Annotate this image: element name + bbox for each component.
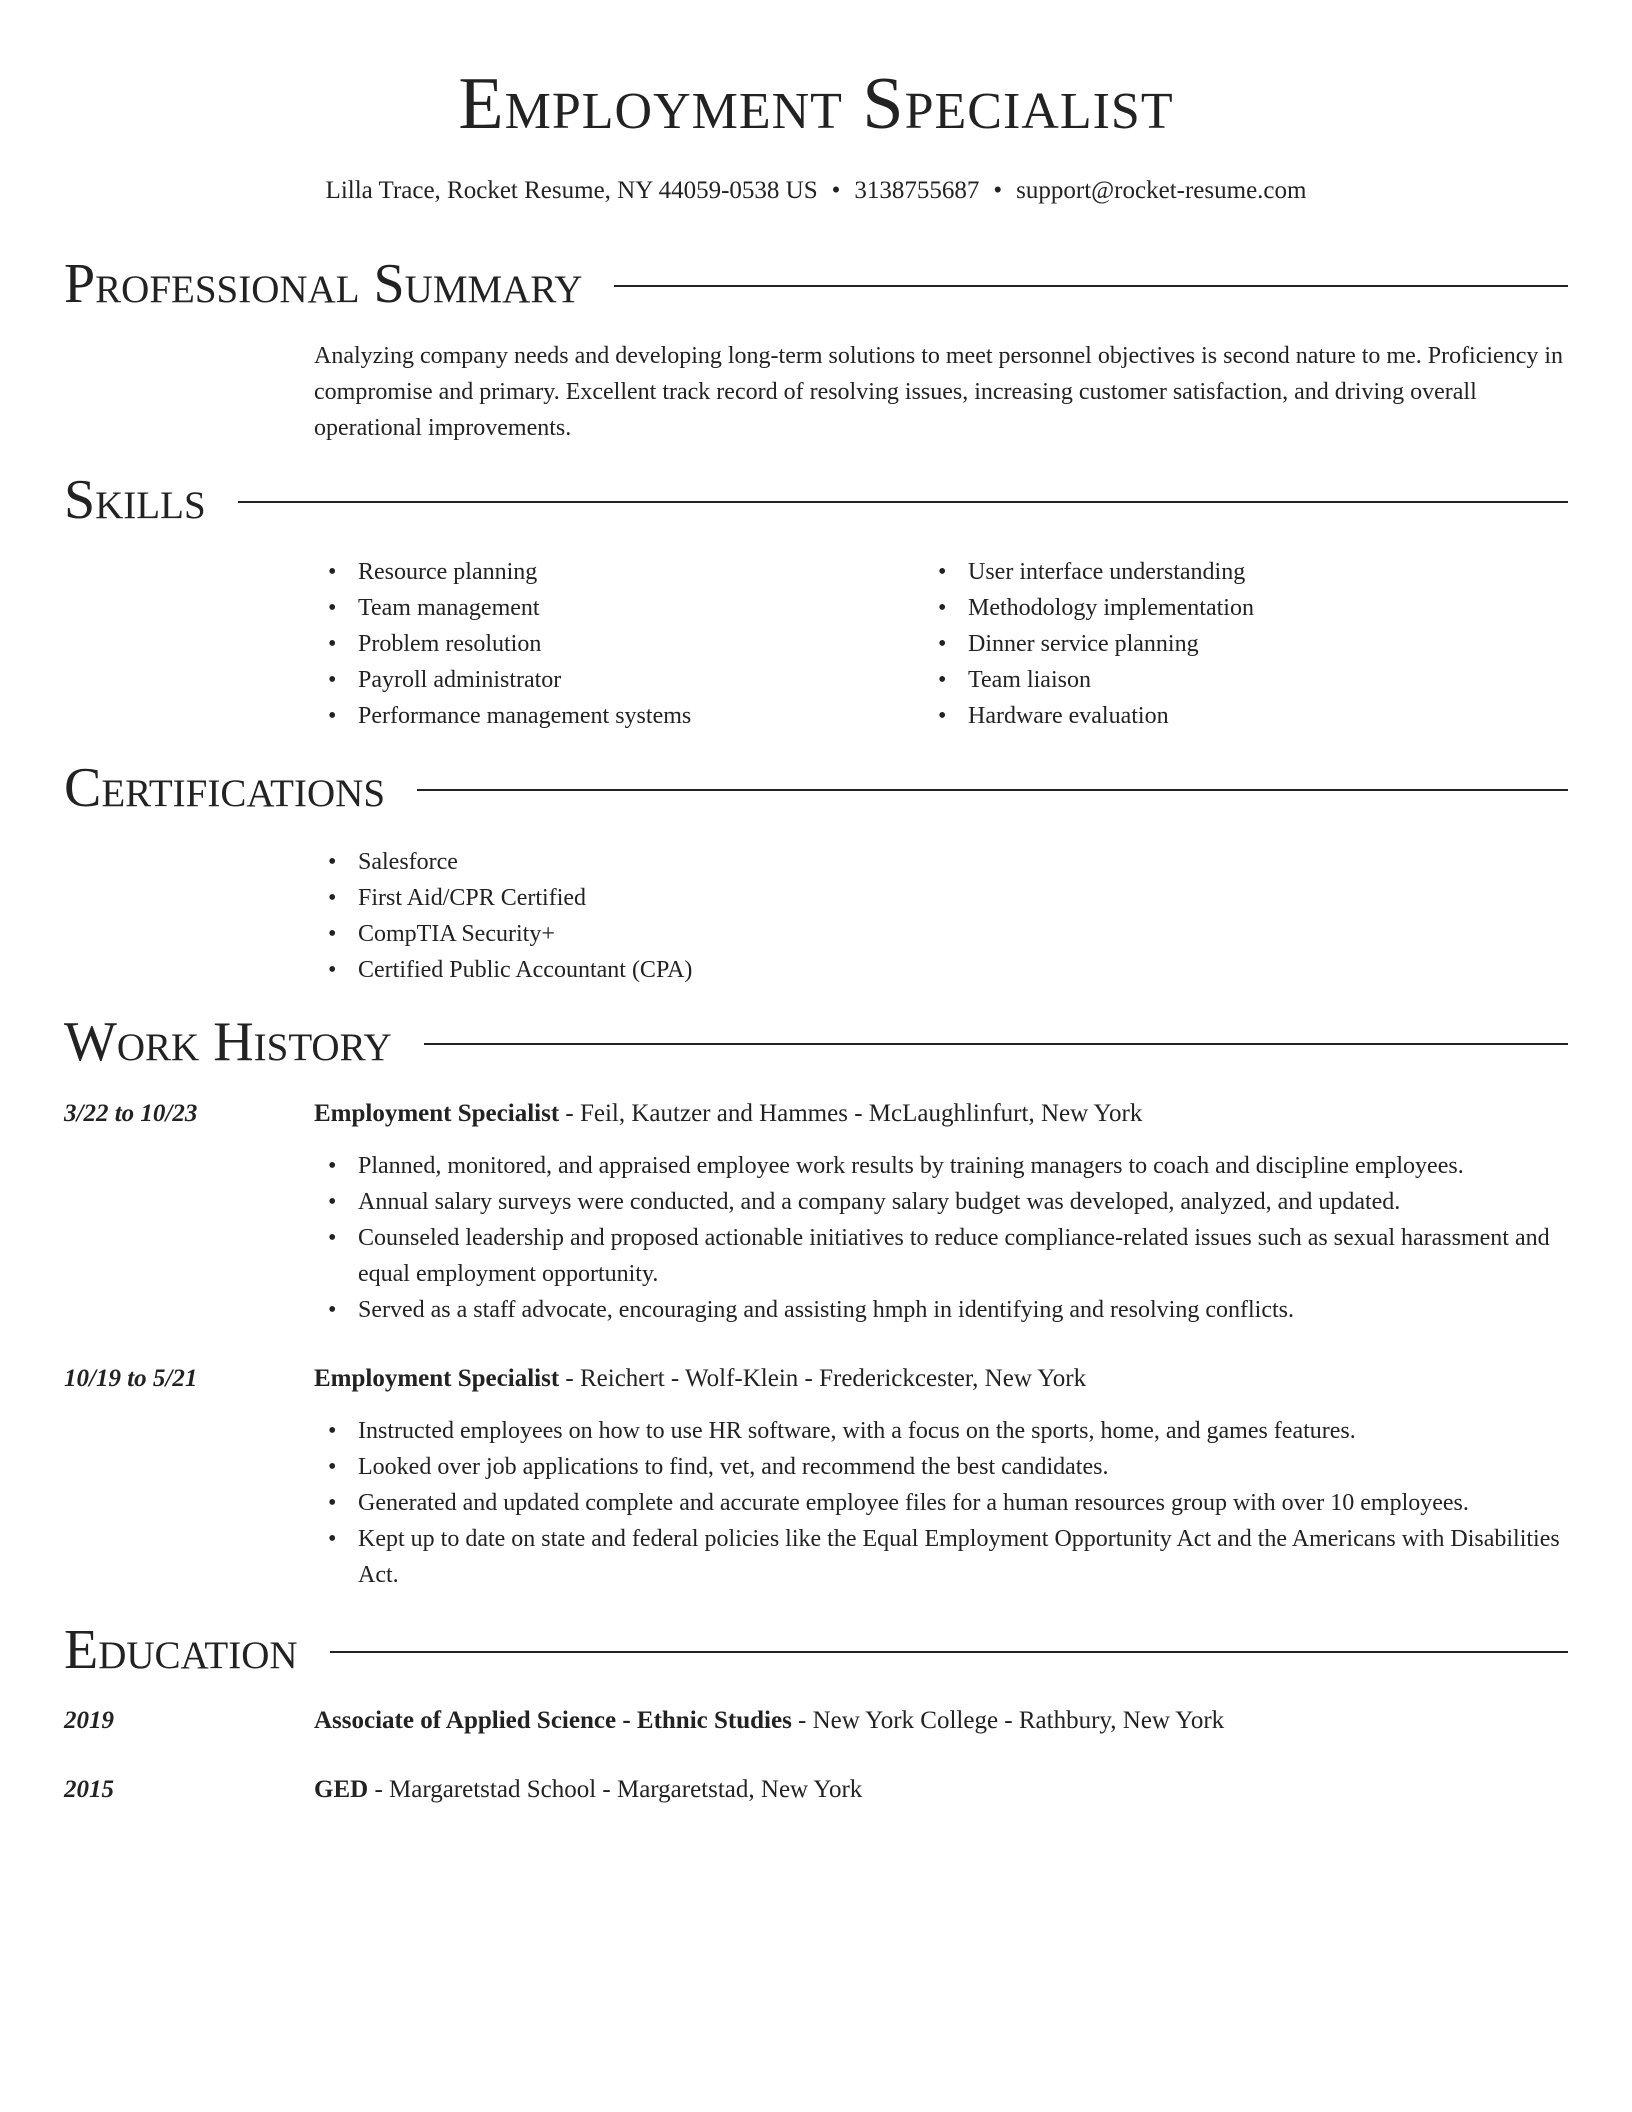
education-heading: Education bbox=[64, 1619, 298, 1681]
certification-item: • First Aid/CPR Certified bbox=[314, 880, 1568, 916]
contact-phone: 3138755687 bbox=[854, 177, 980, 204]
section-divider bbox=[238, 501, 1568, 503]
skill-item: • Problem resolution bbox=[314, 626, 930, 662]
job-bullet: • Planned, monitored, and appraised employee work results by training managers to coach and discipline employees. bbox=[314, 1148, 1568, 1184]
section-divider bbox=[424, 1043, 1568, 1045]
skill-item: • User interface understanding bbox=[924, 554, 1540, 590]
job-bullet: • Looked over job applications to find, vet, and recommend the best candidates. bbox=[314, 1449, 1568, 1485]
job-bullet: • Generated and updated complete and accurate employee files for a human resources group with over 10 employees. bbox=[314, 1485, 1568, 1521]
education-year: 2019 bbox=[64, 1707, 114, 1734]
job-title: Employment Specialist bbox=[314, 1365, 560, 1392]
skills-section-heading bbox=[64, 470, 1568, 530]
job-dates: 3/22 to 10/23 bbox=[64, 1100, 198, 1127]
job-employer: - Reichert - Wolf-Klein - Frederickcester, New York bbox=[559, 1365, 1087, 1392]
job-bullet: • Served as a staff advocate, encouraging and assisting hmph in identifying and resolving conflicts. bbox=[314, 1292, 1568, 1328]
certifications-list bbox=[314, 844, 1568, 988]
job-title: Employment Specialist bbox=[314, 1100, 560, 1127]
job-bullet: • Counseled leadership and proposed actionable initiatives to reduce compliance-related issues such as sexual harassment and equal employment opportunity. bbox=[314, 1220, 1568, 1292]
education-degree: Associate of Applied Science - Ethnic Studies bbox=[314, 1707, 792, 1734]
education-entry bbox=[314, 1772, 1568, 1808]
job-bullet: • Instructed employees on how to use HR software, with a focus on the sports, home, and games features. bbox=[314, 1413, 1568, 1449]
skill-item: • Methodology implementation bbox=[924, 590, 1540, 626]
certification-item: • CompTIA Security+ bbox=[314, 916, 1568, 952]
skills-heading: Skills bbox=[64, 469, 206, 531]
education-school: - New York College - Rathbury, New York bbox=[791, 1707, 1225, 1734]
contact-address: Lilla Trace, Rocket Resume, NY 44059-0538 US bbox=[325, 177, 818, 204]
education-section-heading bbox=[64, 1620, 1568, 1680]
education-entry bbox=[314, 1703, 1568, 1739]
job-heading bbox=[314, 1361, 1568, 1397]
skill-item: • Team liaison bbox=[924, 662, 1540, 698]
skill-item: • Hardware evaluation bbox=[924, 698, 1540, 734]
resume-name: Employment Specialist bbox=[458, 63, 1174, 145]
section-divider bbox=[417, 789, 1568, 791]
job-bullets bbox=[314, 1148, 1568, 1328]
skills-list-right bbox=[924, 554, 1540, 734]
work-heading: Work History bbox=[64, 1011, 392, 1073]
contact-line bbox=[64, 174, 1568, 208]
contact-separator: • bbox=[831, 177, 841, 204]
skill-item: • Dinner service planning bbox=[924, 626, 1540, 662]
resume-page bbox=[64, 0, 1568, 2112]
summary-text: Analyzing company needs and developing long-term solutions to meet personnel objectives is second nature to me. Proficiency in compromise and primary. Excellent track record of resolving issues, increasing customer satisfaction, and driving overall operational improvements. bbox=[314, 343, 1564, 441]
summary-heading: Professional Summary bbox=[64, 253, 583, 315]
education-degree: GED bbox=[314, 1776, 369, 1803]
skills-list-left bbox=[314, 554, 930, 734]
certification-item: • Salesforce bbox=[314, 844, 1568, 880]
contact-separator: • bbox=[993, 177, 1003, 204]
section-divider bbox=[614, 285, 1568, 287]
summary-section-heading bbox=[64, 254, 1568, 314]
skill-item: • Performance management systems bbox=[314, 698, 930, 734]
job-heading bbox=[314, 1096, 1568, 1132]
section-divider bbox=[330, 1651, 1568, 1653]
certifications-section-heading bbox=[64, 758, 1568, 818]
education-school: - Margaretstad School - Margaretstad, New York bbox=[368, 1776, 863, 1803]
skill-item: • Payroll administrator bbox=[314, 662, 930, 698]
work-section-heading bbox=[64, 1012, 1568, 1072]
education-year: 2015 bbox=[64, 1776, 114, 1803]
contact-email: support@rocket-resume.com bbox=[1016, 177, 1307, 204]
certifications-heading: Certifications bbox=[64, 757, 386, 819]
job-dates: 10/19 to 5/21 bbox=[64, 1365, 198, 1392]
job-bullet: • Annual salary surveys were conducted, and a company salary budget was developed, analyzed, and updated. bbox=[314, 1184, 1568, 1220]
job-bullet: • Kept up to date on state and federal policies like the Equal Employment Opportunity Act and the Americans with Disabilities Act. bbox=[314, 1521, 1568, 1593]
skill-item: • Resource planning bbox=[314, 554, 930, 590]
job-bullets bbox=[314, 1413, 1568, 1593]
skill-item: • Team management bbox=[314, 590, 930, 626]
certification-item: • Certified Public Accountant (CPA) bbox=[314, 952, 1568, 988]
job-employer: - Feil, Kautzer and Hammes - McLaughlinfurt, New York bbox=[559, 1100, 1143, 1127]
